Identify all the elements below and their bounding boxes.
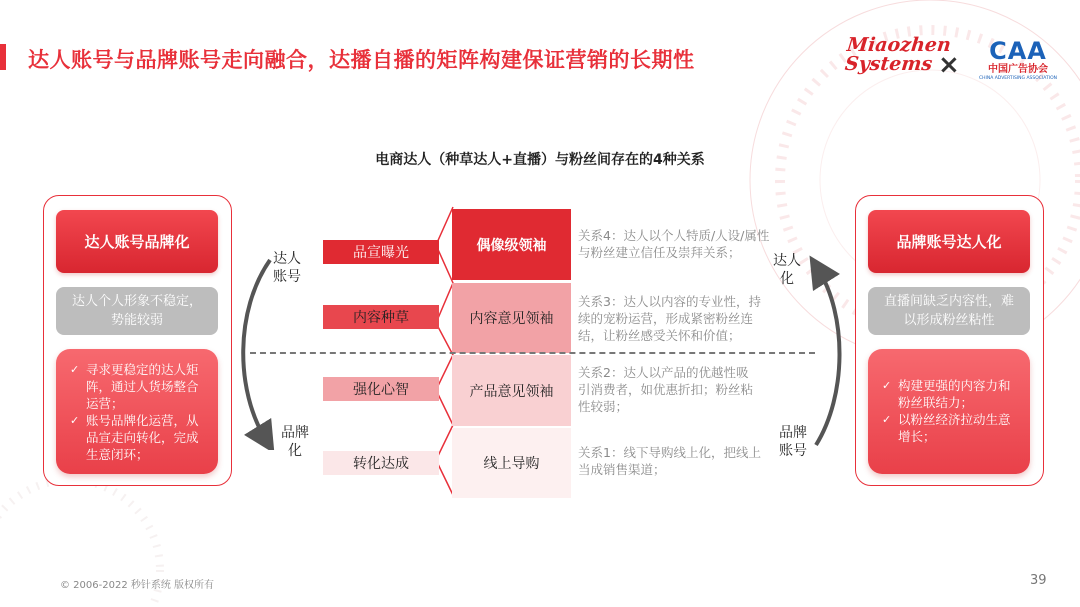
left-card-header: 达人账号品牌化 xyxy=(56,210,218,273)
label-brand-account: 品牌账号 xyxy=(779,425,807,459)
level-idol-leader: 偶像级领袖 xyxy=(452,209,571,280)
label-influencer-account: 达人账号 xyxy=(273,251,301,285)
times-sign: × xyxy=(938,50,960,80)
left-card-list xyxy=(56,349,218,474)
level-content-kol: 内容意见领袖 xyxy=(452,283,571,353)
stage-content-seeding: 内容种草 xyxy=(323,305,439,329)
right-card-list xyxy=(868,349,1030,474)
left-card-grey-box: 达人个人形象不稳定，势能较弱 xyxy=(56,287,218,335)
right-card-grey-box: 直播间缺乏内容性，难以形成粉丝粘性 xyxy=(868,287,1030,335)
stage-mindshare: 强化心智 xyxy=(323,377,439,401)
miaozhen-logo-line2: Systems xyxy=(843,53,934,75)
label-influencerization: 达人化 xyxy=(773,253,801,287)
miaozhen-logo xyxy=(843,34,952,75)
left-card-item: ✓ 账号品牌化运营，从品宣走向转化，完成生意闭环； xyxy=(70,412,208,463)
relation-1-text: 关系1：线下导购线上化，把线上当成销售渠道； xyxy=(578,445,761,477)
caa-logo-en: CHINA ADVERTISING ASSOCIATION xyxy=(979,76,1057,81)
right-card-item: ✓ 以粉丝经济拉动生意增长； xyxy=(882,411,1020,445)
level-product-kol: 产品意见领袖 xyxy=(452,355,571,426)
label-brandization: 品牌化 xyxy=(281,425,309,459)
right-card-header: 品牌账号达人化 xyxy=(868,210,1030,273)
left-card-item: ✓ 寻求更稳定的达人矩阵，通过人货场整合运营； xyxy=(70,361,208,412)
miaozhen-logo-line1: Miaozhen xyxy=(845,34,952,56)
page-title: 达人账号与品牌账号走向融合，达播自播的矩阵构建保证营销的长期性 xyxy=(28,48,695,72)
relation-3-text: 关系3：达人以内容的专业性，持续的宠粉运营，形成紧密粉丝连结，让粉丝感受关怀和价值； xyxy=(578,294,761,343)
diagram-subtitle: 电商达人（种草达人+直播）与粉丝间存在的4种关系 xyxy=(375,152,705,168)
relation-4-text: 关系4：达人以个人特质/人设/属性与粉丝建立信任及崇拜关系； xyxy=(578,228,770,260)
caa-logo-cn: 中国广告协会 xyxy=(988,64,1048,75)
stage-conversion: 转化达成 xyxy=(323,451,439,475)
caa-logo-mark: CAA xyxy=(989,37,1047,65)
right-curved-arrow xyxy=(802,255,852,455)
relation-2-text: 关系2：达人以产品的优越性吸引消费者，如优惠折扣；粉丝粘性较弱； xyxy=(578,365,754,414)
page-number: 39 xyxy=(1030,573,1047,588)
level-online-guide: 线上导购 xyxy=(452,428,571,498)
stage-brand-exposure: 品宣曝光 xyxy=(323,240,439,264)
copyright-footer: © 2006-2022 秒针系统 版权所有 xyxy=(60,580,215,591)
right-card-item: ✓ 构建更强的内容力和粉丝联结力； xyxy=(882,377,1020,411)
dashed-divider xyxy=(250,352,815,354)
title-accent-bar xyxy=(0,44,6,70)
caa-logo xyxy=(978,38,1058,82)
